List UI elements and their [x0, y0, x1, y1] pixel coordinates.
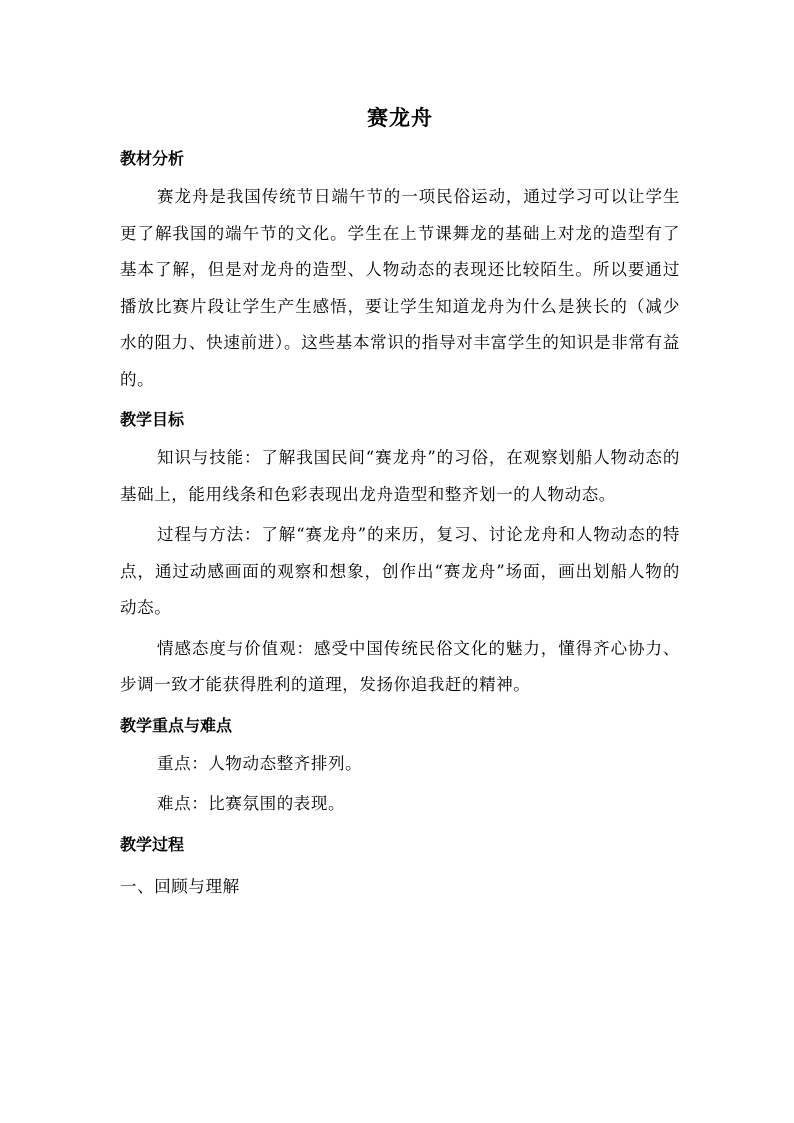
goal-process-methods: 过程与方法：了解“赛龙舟”的来历，复习、讨论龙舟和人物动态的特点，通过动感画面的观察和想象，创作出“赛龙舟”场面，画出划船人物的动态。 [120, 525, 680, 617]
goal-emotion-values: 情感态度与价值观：感受中国传统民俗文化的魅力，懂得齐心协力、步调一致才能获得胜利的道理，发扬你追我赶的精神。 [120, 638, 680, 694]
process-step-one: 一、回顾与理解 [120, 876, 240, 896]
focus-key-point: 重点：人物动态整齐排列。 [157, 753, 363, 773]
focus-difficulty: 难点：比赛氛围的表现。 [157, 794, 346, 813]
analysis-paragraph: 赛龙舟是我国传统节日端午节的一项民俗运动，通过学习可以让学生更了解我国的端午节的文化。学生在上节课舞龙的基础上对龙的造型有了基本了解，但是对龙舟的造型、人物动态的表现还比较陌生。所以要通过播放比赛片段让学生产生感悟，要让学生知道龙舟为什么是狭长的（减少水的阻力、快速前进）。这些基本常识的指导对丰富学生的知识是非常有益的。 [120, 187, 680, 389]
section-heading-analysis: 教材分析 [120, 149, 185, 168]
page-title: 赛龙舟 [367, 105, 433, 130]
section-heading-focus: 教学重点与难点 [120, 715, 233, 735]
goal-knowledge-skills: 知识与技能：了解我国民间“赛龙舟”的习俗，在观察划船人物动态的基础上，能用线条和色彩表现出龙舟造型和整齐划一的人物动态。 [120, 448, 680, 504]
section-heading-goals: 教学目标 [120, 410, 185, 429]
document-body [120, 103, 680, 905]
section-heading-process: 教学过程 [120, 834, 185, 854]
